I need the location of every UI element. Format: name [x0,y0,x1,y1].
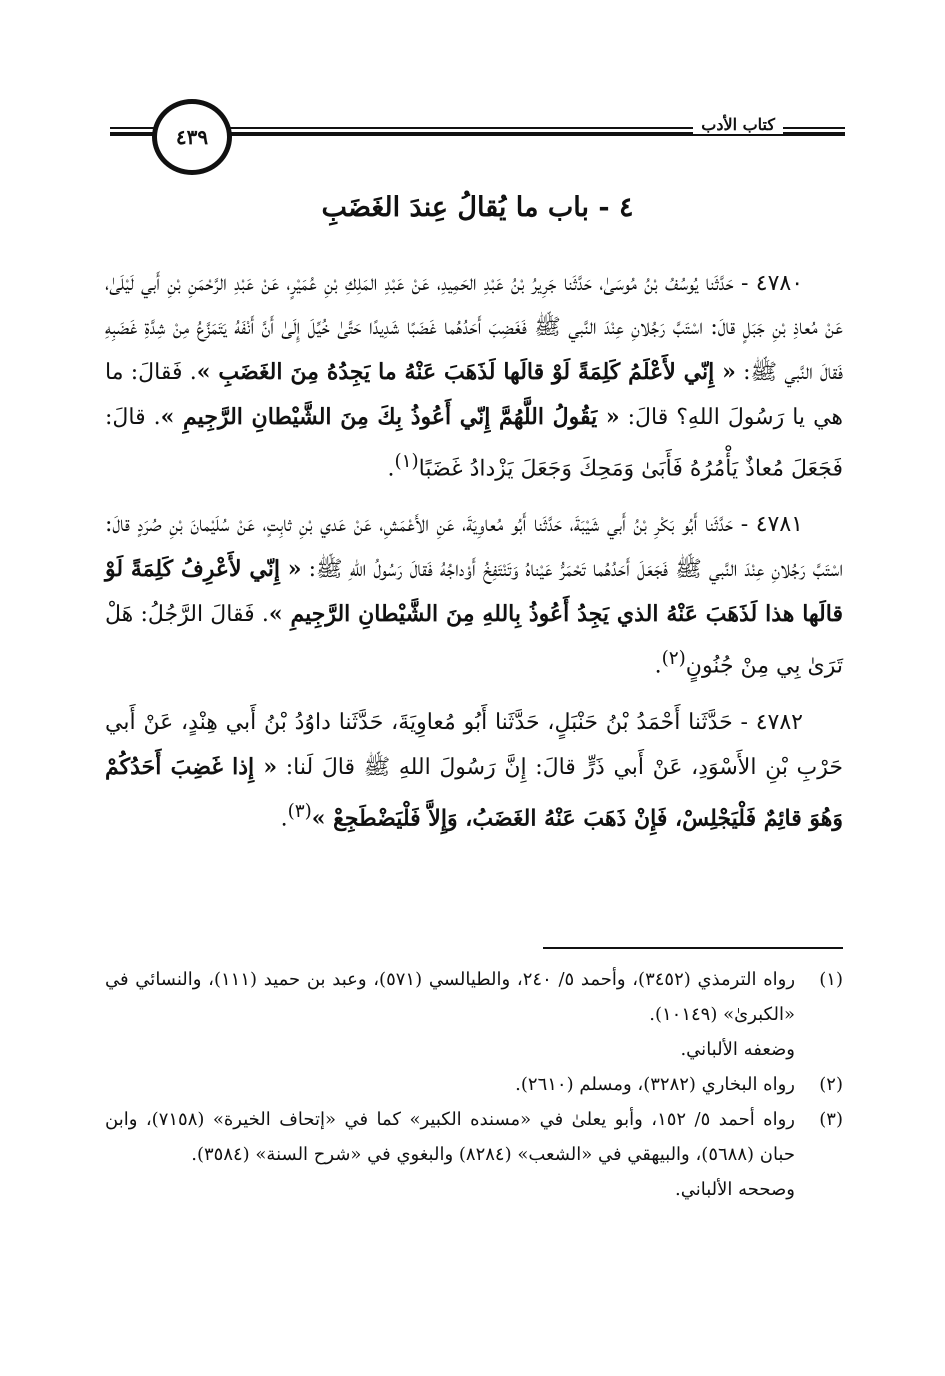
book-title: كتاب الأدب [693,115,783,134]
hadith-text: . فَقالَ: ما هي يا رَسُولَ اللهِ؟ قالَ: [105,360,844,430]
footnote-number: (٢) [819,1074,843,1095]
footnote-note: وصححه الألباني. [675,1179,795,1200]
hadith-quote: « يَقُولُ اللَّهُمَّ إِنّي أَعُوذُ بِكَ مِنَ الشَّيْطانِ الرَّجِيمِ » [160,404,620,430]
hadith-paragraph: ٤٧٨٠ - حَدَّثَنا يُوسُفُ بْنُ مُوسَىٰ، حَدَّثَنا جَرِيرُ بْنُ عَبْدِ الحَمِيدِ، عَنْ عَبْدِ المَلِكِ بْنِ عُمَيْرٍ، عَنْ عَبْدِ الرَّحْمَنِ بْنِ أَبي لَيْلَىٰ، عَنْ مُعاذِ بْنِ جَبَلٍ قالَ: اسْتَبَّ رَجُلانِ عِنْدَ النَّبي ﷺ فَغَضِبَ أَحَدُهُما غَضَبًا شَدِيدًا حَتَّىٰ خُيِّلَ إِلَىٰ أَنَّ أَنْفَهُ يَتَمَزَّعُ مِنْ شِدَّةِ غَضَبِهِ فَقالَ النَّبي ﷺ: « إِنّي لأَعْلَمُ كَلِمَةً لَوْ قالَها لَذَهَبَ عَنْهُ ما يَجِدُهُ مِنَ الغَضَبِ ». فَقالَ: ما هي يا رَسُولَ اللهِ؟ قالَ: « يَقُولُ اللَّهُمَّ إِنّي أَعُوذُ بِكَ مِنَ الشَّيْطانِ الرَّجِيمِ ». قالَ: فَجَعَلَ مُعاذٌ يَأْمُرُهُ فَأَبَىٰ وَمَحِكَ وَجَعَلَ يَزْدادُ غَضَبًا$^{(١)}$. [105,271,844,482]
footnote-number: (٣) [819,1109,843,1130]
hadith-number: ٤٧٨٢ [755,709,803,735]
hadith-paragraph: ٤٧٨١ - حَدَّثَنا أَبُو بَكْرِ بْنُ أَبي شَيْبَةَ، حَدَّثَنا أَبُو مُعاوِيَةَ، عَنِ الأَعْمَشِ، عَنْ عَدي بْنِ ثابِتٍ، عَنْ سُلَيْمانَ بْنِ صُرَدٍ قالَ: اسْتَبَّ رَجُلانِ عِنْدَ النَّبي ﷺ فَجَعَلَ أَحَدُهُما تَحْمَرُّ عَيْناهُ وَتَنْتَفِخُ أَوْداجُهُ فَقالَ رَسُولُ اللهِ ﷺ: « إِنّي لأَعْرِفُ كَلِمَةً لَوْ قالَها هذا لَذَهَبَ عَنْهُ الذي يَجِدُ أَعُوذُ بِاللهِ مِنَ الشَّيْطانِ الرَّجِيمِ ». فَقالَ الرَّجُلُ: هَلْ تَرَىٰ بِي مِنْ جُنُونٍ$^{(٢)}$. [105,512,843,679]
hadith-quote: « إِنّي لأَعْلَمُ كَلِمَةً لَوْ قالَها لَذَهَبَ عَنْهُ ما يَجِدُهُ مِنَ الغَضَبِ » [196,359,736,385]
hadith-chain: - حَدَّثَنا أَبُو بَكْرِ بْنُ أَبي شَيْبَةَ، حَدَّثَنا أَبُو مُعاوِيَةَ، عَنِ الأَعْمَشِ، عَنْ عَدي بْنِ ثابِتٍ، عَنْ سُلَيْمانَ بْنِ صُرَدٍ قالَ: اسْتَبَّ رَجُلانِ عِنْدَ النَّبي ﷺ فَجَعَلَ أَحَدُهُما تَحْمَرُّ عَيْناهُ وَتَنْتَفِخُ أَوْداجُهُ فَقالَ رَسُولُ اللهِ ﷺ: [105,512,843,583]
footnotes [105,962,843,1207]
hadith-paragraph: ٤٧٨٢ - حَدَّثَنا أَحْمَدُ بْنُ حَنْبَلٍ، حَدَّثَنا أَبُو مُعاوِيَةَ، حَدَّثَنا داوُدُ بْنُ أَبي هِنْدٍ، عَنْ أَبي حَرْبِ بْنِ الأَسْوَدِ، عَنْ أَبي ذَرٍّ قالَ: إِنَّ رَسُولَ اللهِ ﷺ قالَ لَنا: « إِذا غَضِبَ أَحَدُكُمْ وَهُوَ قائِمٌ فَلْيَجْلِسْ، فَإِنْ ذَهَبَ عَنْهُ الغَضَبُ، وَإِلاَّ فَلْيَضْطَجِعْ »$^{(٣)}$. [105,709,843,831]
hadith-number: ٤٧٨١ [755,512,803,538]
footnote [105,1067,843,1102]
page-number-badge [152,99,232,175]
footnote [105,962,843,1032]
page-header [110,95,845,175]
footnote-number: (١) [819,969,843,990]
footnote-ref: (٣) [287,800,312,822]
hadith-text: . فَقالَ الرَّجُلُ: هَلْ تَرَىٰ بِي مِنْ جُنُونٍ [105,602,843,679]
footnote-ref: (٢) [661,648,686,670]
hadith-body [105,262,843,853]
footnote-note: وضعفه الألباني. [680,1039,795,1060]
hadith-quote: « إِذا غَضِبَ أَحَدُكُمْ وَهُوَ قائِمٌ فَلْيَجْلِسْ، فَإِنْ ذَهَبَ عَنْهُ الغَضَبُ، وَإِلاَّ فَلْيَضْطَجِعْ » [105,753,843,831]
chapter-title: ٤ - باب ما يُقالُ عِندَ الغَضَبِ [321,192,634,223]
page-number: ٤٣٩ [175,125,209,149]
hadith-number: ٤٧٨٠ [755,271,804,296]
footnote-text: رواه الترمذي (٣٤٥٢)، وأحمد ٥/ ٢٤٠، والطيالسي (٥٧١)، وعبد بن حميد (١١١)، والنسائي في «الكبرىٰ» (١٠١٤٩). [105,969,796,1025]
footnote-text: رواه البخاري (٣٢٨٢)، ومسلم (٢٦١٠). [515,1074,795,1095]
footnote-text: رواه أحمد ٥/ ١٥٢، وأبو يعلىٰ في «مسنده الكبير» كما في «إتحاف الخيرة» (٧١٥٨)، وابن حبان (٥٦٨٨)، والبيهقي في «الشعب» (٨٢٨٤) والبغوي في «شرح السنة» (٣٥٨٤). [105,1109,795,1165]
footnote-ref: (١) [394,451,419,472]
hadith-text: . قالَ: فَجَعَلَ مُعاذٌ يَأْمُرُهُ فَأَبَىٰ وَمَحِكَ وَجَعَلَ يَزْدادُ غَضَبًا [105,405,843,482]
footnote-divider [543,947,843,949]
hadith-chain: - حَدَّثَنا يُوسُفُ بْنُ مُوسَىٰ، حَدَّثَنا جَرِيرُ بْنُ عَبْدِ الحَمِيدِ، عَنْ عَبْدِ المَلِكِ بْنِ عُمَيْرٍ، عَنْ عَبْدِ الرَّحْمَنِ بْنِ أَبي لَيْلَىٰ، عَنْ مُعاذِ بْنِ جَبَلٍ قالَ: اسْتَبَّ رَجُلانِ عِنْدَ النَّبي ﷺ فَغَضِبَ أَحَدُهُما غَضَبًا شَدِيدًا حَتَّىٰ خُيِّلَ إِلَىٰ أَنَّ أَنْفَهُ يَتَمَزَّعُ مِنْ شِدَّةِ غَضَبِهِ فَقالَ النَّبي ﷺ: [105,271,844,385]
hadith-quote: « إِنّي لأَعْرِفُ كَلِمَةً لَوْ قالَها هذا لَذَهَبَ عَنْهُ الذي يَجِدُ أَعُوذُ بِاللهِ مِنَ الشَّيْطانِ الرَّجِيمِ » [105,556,843,628]
hadith-chain: - حَدَّثَنا أَحْمَدُ بْنُ حَنْبَلٍ، حَدَّثَنا أَبُو مُعاوِيَةَ، حَدَّثَنا داوُدُ بْنُ أَبي هِنْدٍ، عَنْ أَبي حَرْبِ بْنِ الأَسْوَدِ، عَنْ أَبي ذَرٍّ قالَ: إِنَّ رَسُولَ اللهِ ﷺ قالَ لَنا: [105,709,843,780]
footnote [105,1102,843,1172]
